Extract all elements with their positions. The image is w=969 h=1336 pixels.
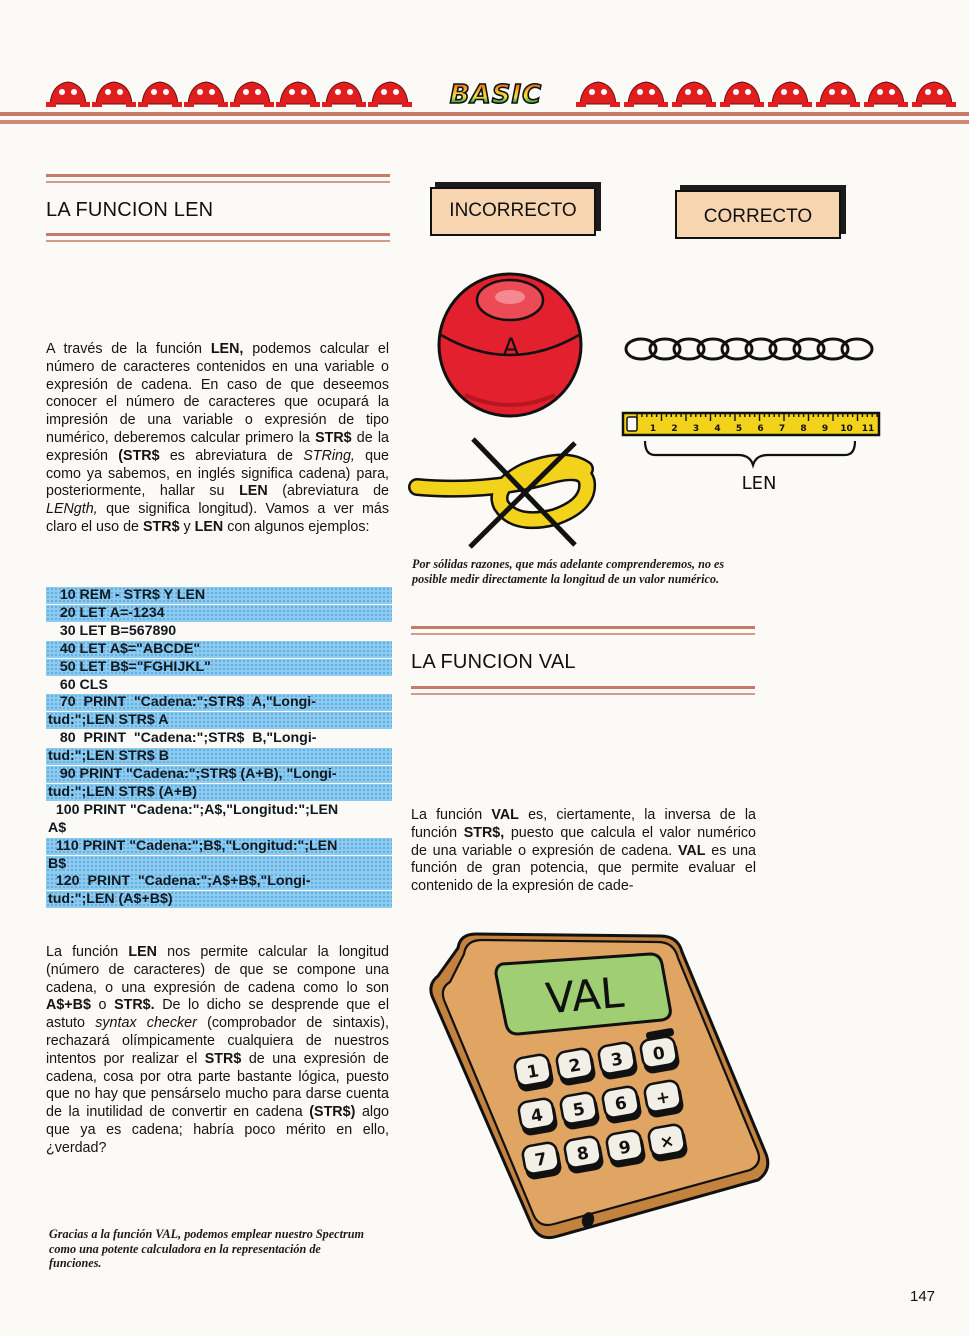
text-run: VAL (677, 842, 706, 859)
text-run: LEN (239, 483, 268, 500)
text-run: STRing, (303, 447, 355, 464)
calculator-key (559, 1091, 600, 1131)
svg-text:+: + (654, 1087, 672, 1110)
code-line: 70 PRINT "Cadena:";STR$ A,"Longi- (46, 694, 392, 711)
text-run: algo que ya es cadena; habría poco mérito en ello, ¿verdad? (46, 1104, 389, 1156)
code-line: A$ (48, 819, 67, 836)
code-line: B$ (46, 856, 392, 873)
text-run: es, ciertamente, la inversa de la función (411, 807, 756, 841)
code-line: 40 LET A$="ABCDE" (46, 641, 392, 658)
rule (46, 233, 390, 236)
code-line: 100 PRINT "Cadena:";A$,"Longitud:";LEN (48, 801, 339, 818)
ruler-number: 3 (692, 424, 700, 434)
text-run: STR$ (142, 518, 180, 535)
text-run: A través de la función (46, 341, 211, 357)
ruler-number: 2 (671, 424, 678, 434)
text-run: puesto que calcula el valor numérico de una variable o expresión de cadena. (411, 824, 756, 859)
text-run: (STR$) (309, 1104, 356, 1121)
critter-icon (672, 82, 716, 107)
ruler-number: 1 (649, 424, 657, 434)
critter-icon (46, 82, 90, 107)
text-run: STR$. (114, 997, 155, 1014)
ruler-number: 7 (778, 424, 786, 434)
critter-icon (768, 82, 812, 107)
text-run: STR$ (315, 429, 352, 446)
calculator-key (517, 1097, 558, 1137)
critter-icon (864, 82, 908, 107)
code-line: 20 LET A=-1234 (46, 605, 392, 622)
svg-text:3: 3 (609, 1049, 625, 1072)
text-run: STR$ (204, 1050, 242, 1067)
code-line: 90 PRINT "Cadena:";STR$ (A+B), "Longi- (46, 766, 392, 783)
rule (411, 693, 755, 695)
svg-text:6: 6 (613, 1093, 629, 1116)
text-run: LEN (128, 944, 157, 960)
calculator-key (555, 1047, 596, 1087)
ruler-number: 8 (800, 424, 807, 434)
val-section-title: LA FUNCION VAL (411, 651, 576, 673)
code-line: 10 REM - STR$ Y LEN (46, 587, 392, 604)
calculator-caption: Gracias a la función VAL, podemos emplear nuestro Spectrum como una potente calculadora en la representación de funciones. (49, 1227, 364, 1270)
code-line: tud:";LEN (A$+B$) (46, 891, 392, 908)
svg-text:8: 8 (575, 1143, 591, 1166)
code-line: 30 LET B=567890 (48, 622, 177, 639)
text-run: La función (46, 944, 129, 960)
text-run: de una expresión de cadena, cosa por otra parte bastante lógica, puesto que no hay que pensárselo mucho para darse cuenta de la inutilidad de convertir en cadena (46, 1050, 389, 1121)
critter-icon (912, 82, 956, 107)
rule (411, 686, 755, 689)
text-run: (abreviatura de (267, 483, 389, 500)
basic-logo-text: BASIC (449, 80, 543, 110)
text-run: STR$, (463, 824, 505, 841)
text-run: La función (411, 807, 492, 823)
text-run: o (90, 997, 115, 1014)
ball-label: A (502, 333, 520, 361)
code-line: 120 PRINT "Cadena:";A$+B$,"Longi- (46, 873, 392, 890)
ruler-number: 11 (861, 424, 875, 434)
header-critters-left (46, 76, 416, 110)
page-number: 147 (910, 1288, 936, 1305)
critter-icon (92, 82, 136, 107)
rule (411, 633, 755, 635)
crossed-tape-measure (417, 439, 587, 547)
text-run: LEN, (210, 341, 244, 357)
header-critters-right (576, 76, 968, 110)
code-line: 60 CLS (48, 676, 108, 693)
sign-incorrecto: INCORRECTO (430, 187, 596, 236)
calculator-display: VAL (543, 967, 626, 1024)
code-line: 80 PRINT "Cadena:";STR$ B,"Longi- (48, 730, 317, 747)
illustration-caption: Por sólidas razones, que más adelante comprenderemos, no es posible medir directamente la longitud de un valor numérico. (412, 557, 725, 586)
calculator-key (605, 1129, 646, 1169)
ruler-number: 10 (840, 424, 853, 434)
svg-text:9: 9 (617, 1137, 633, 1160)
ruler-number: 5 (735, 424, 743, 434)
text-run: podemos calcular el número de caracteres contenidos en una variable o expresión de cadena. En caso de que deseemos conocer el número de caracteres que ocupará la impresión de una variable o expresión de tipo numérico, deberemos calcular primero la (46, 341, 389, 446)
text-run: de la expresión (46, 429, 389, 464)
critter-icon (322, 82, 366, 107)
text-run: nos permite calcular la longitud (número de caracteres) de que se compone una cadena, o una expresión de cadena como lo son (46, 944, 389, 996)
text-run: LENgth, (46, 501, 98, 518)
svg-text:1: 1 (525, 1061, 541, 1084)
len-second-paragraph (46, 944, 389, 1158)
text-run: (comprobador de sintaxis), rechazará olímpicamente cualquiera de nuestros intentos por realizar el (46, 1015, 389, 1067)
rule (411, 626, 755, 629)
illustration-area (405, 255, 895, 555)
calculator-illustration (428, 930, 778, 1245)
ruler-number: 6 (757, 424, 764, 434)
calculator-key (513, 1053, 554, 1093)
text-run: es abreviatura de (159, 447, 304, 464)
svg-text:5: 5 (571, 1099, 587, 1122)
basic-logo (446, 76, 546, 110)
svg-text:2: 2 (567, 1055, 583, 1078)
ruler-number: 4 (714, 424, 721, 434)
critter-icon (720, 82, 764, 107)
len-brace-label: LEN (741, 473, 777, 494)
svg-text:0: 0 (651, 1043, 667, 1066)
calculator-key (563, 1135, 604, 1175)
critter-icon (816, 82, 860, 107)
text-run: que significa longitud). Vamos a ver más claro el uso de (46, 501, 389, 535)
calculator-key (601, 1085, 642, 1125)
len-intro-paragraph (46, 341, 389, 537)
svg-text:×: × (658, 1131, 676, 1154)
code-line: tud:";LEN STR$ A (46, 712, 392, 729)
rule (46, 240, 390, 242)
rule (46, 174, 390, 177)
svg-text:7: 7 (533, 1149, 549, 1172)
text-run: VAL (491, 807, 519, 823)
calculator-key (597, 1041, 638, 1081)
calculator-key (643, 1079, 684, 1119)
calculator-key (647, 1123, 688, 1163)
critter-icon (184, 82, 228, 107)
text-run: que como ya sabemos, en inglés significa cadena) para, posteriormente, hallar su (46, 447, 390, 500)
sign-correcto: CORRECTO (675, 190, 841, 239)
critter-icon (230, 82, 274, 107)
calculator-key (521, 1141, 562, 1181)
len-section-title: LA FUNCION LEN (46, 199, 214, 221)
text-run: LEN (194, 518, 224, 535)
text-run: y (179, 518, 195, 535)
header-band (0, 112, 969, 126)
text-run: A$+B$ (46, 997, 91, 1014)
code-line: tud:";LEN STR$ (A+B) (46, 784, 392, 801)
rule (46, 181, 390, 183)
critter-icon (624, 82, 668, 107)
val-intro-paragraph (411, 807, 756, 896)
svg-text:4: 4 (529, 1105, 545, 1128)
text-run: De lo dicho se desprende que el astuto (46, 997, 389, 1032)
text-run: con algunos ejemplos: (223, 518, 370, 535)
text-run: syntax checker (95, 1015, 197, 1032)
chain-string (626, 339, 872, 359)
text-run: (STR$ (118, 447, 160, 464)
text-run: es una función de gran potencia, que permite evaluar el contenido de la expresión de cade- (411, 842, 756, 895)
critter-icon (368, 82, 412, 107)
calculator-key (639, 1035, 680, 1075)
code-line: 110 PRINT "Cadena:";B$,"Longitud:";LEN (46, 838, 392, 855)
ruler (623, 413, 879, 465)
critter-icon (276, 82, 320, 107)
code-line: 50 LET B$="FGHIJKL" (46, 659, 392, 676)
critter-icon (576, 82, 620, 107)
code-line: tud:";LEN STR$ B (46, 748, 392, 765)
critter-icon (138, 82, 182, 107)
ruler-number: 9 (821, 424, 829, 434)
